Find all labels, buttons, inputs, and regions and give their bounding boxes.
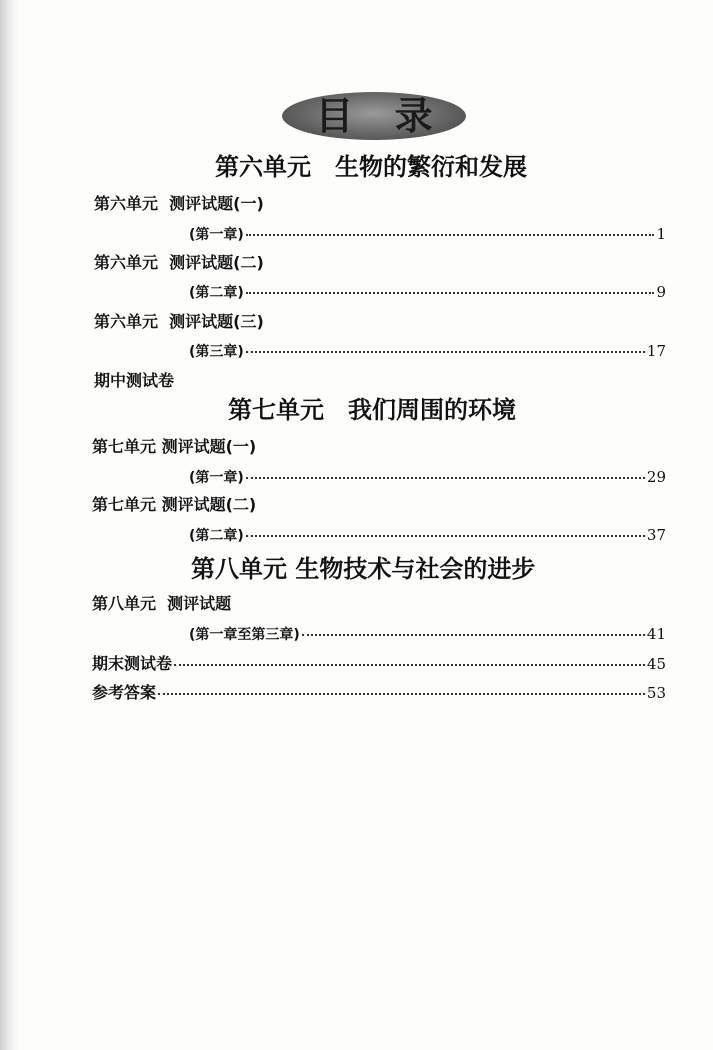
final-exam-label: 期末测试卷 — [92, 654, 173, 673]
page-number: 17 — [646, 342, 666, 360]
dot-leader — [246, 477, 645, 479]
toc-entry-7-2[interactable] — [189, 528, 666, 543]
page-binding-shadow — [0, 0, 18, 1050]
answers-label: 参考答案 — [92, 683, 157, 702]
dot-leader — [158, 693, 645, 695]
page-number: 45 — [646, 655, 666, 673]
toc-entry-final-exam[interactable] — [92, 656, 666, 672]
page-number: 9 — [656, 283, 666, 301]
toc-entry-6-1[interactable] — [189, 227, 666, 242]
toc-entry-answers[interactable] — [92, 685, 666, 701]
page-number: 29 — [646, 468, 666, 486]
toc-entry-6-2[interactable] — [189, 285, 666, 300]
chapter-label: (第三章) — [189, 344, 244, 360]
test-title-8: 第八单元 测评试题 — [92, 594, 232, 613]
test-title-7-1: 第七单元 测评试题(一) — [92, 437, 257, 456]
test-title-6-3: 第六单元 测评试题(三) — [94, 312, 264, 331]
dot-leader — [246, 351, 645, 353]
dot-leader — [246, 234, 655, 236]
dot-leader — [302, 634, 645, 636]
page-number: 1 — [656, 225, 666, 243]
page-number: 37 — [646, 526, 666, 544]
toc-entry-7-1[interactable] — [189, 470, 666, 485]
page-number: 41 — [646, 625, 666, 643]
test-title-6-2: 第六单元 测评试题(二) — [94, 253, 264, 272]
page-number: 53 — [646, 684, 666, 702]
toc-title-badge — [282, 92, 466, 140]
dot-leader — [174, 664, 645, 666]
chapter-label: (第一章) — [189, 227, 244, 243]
chapter-label: (第二章) — [189, 528, 244, 544]
chapter-label: (第二章) — [189, 285, 244, 301]
chapter-label: (第一章至第三章) — [189, 627, 300, 643]
unit-heading-6: 第六单元 生物的繁衍和发展 — [215, 152, 527, 181]
dot-leader — [246, 292, 655, 294]
toc-title: 目 录 — [315, 94, 447, 138]
test-title-6-1: 第六单元 测评试题(一) — [94, 194, 264, 213]
dot-leader — [246, 535, 645, 537]
test-title-7-2: 第七单元 测评试题(二) — [92, 495, 257, 514]
unit-heading-7: 第七单元 我们周围的环境 — [228, 395, 516, 424]
unit-heading-8: 第八单元 生物技术与社会的进步 — [191, 554, 536, 583]
chapter-label: (第一章) — [189, 470, 244, 486]
midterm-exam[interactable]: 期中测试卷 — [94, 371, 175, 390]
toc-entry-6-3[interactable] — [189, 344, 666, 359]
toc-entry-8[interactable] — [189, 627, 666, 642]
